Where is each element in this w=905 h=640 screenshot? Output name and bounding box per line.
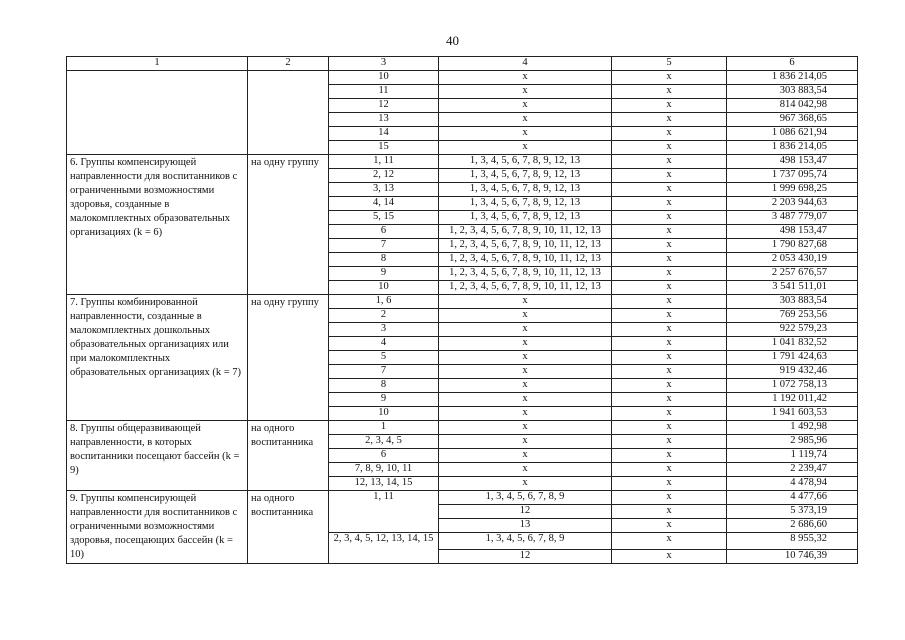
column-6-value: 1 790 827,68 [727,239,858,253]
column-3-value: 1 [329,421,439,435]
column-6-value: 4 478,94 [727,477,858,491]
column-5-value: x [612,379,727,393]
column-4-value: x [439,295,612,309]
column-6-value: 967 368,65 [727,113,858,127]
column-5-value: x [612,491,727,505]
column-5-value: x [612,323,727,337]
table-row [67,155,858,169]
group-description: 8. Группы общеразвивающей направленности, в которых воспитанники посещают бассейн (k = 9) [67,421,248,491]
unit-of-measure: на одну группу [248,295,329,421]
column-3-value: 15 [329,141,439,155]
column-3-value: 4 [329,337,439,351]
column-3-value: 10 [329,71,439,85]
column-5-value: x [612,550,727,564]
column-4-value: 1, 2, 3, 4, 5, 6, 7, 8, 9, 10, 11, 12, 13 [439,239,612,253]
column-6-value: 2 257 676,57 [727,267,858,281]
column-6-value: 8 955,32 [727,533,858,550]
column-6-value: 2 053 430,19 [727,253,858,267]
column-4-value: x [439,351,612,365]
column-6-value: 1 041 832,52 [727,337,858,351]
column-6-value: 2 203 944,63 [727,197,858,211]
column-3-value: 13 [329,113,439,127]
group-description [67,71,248,155]
column-4-value: x [439,393,612,407]
unit-of-measure: на одного воспитанника [248,491,329,564]
column-4-value: 1, 2, 3, 4, 5, 6, 7, 8, 9, 10, 11, 12, 13 [439,253,612,267]
column-6-value: 814 042,98 [727,99,858,113]
column-6-value: 1 192 011,42 [727,393,858,407]
unit-of-measure: на одну группу [248,155,329,295]
column-6-value: 3 541 511,01 [727,281,858,295]
column-5-value: x [612,253,727,267]
column-6-value: 922 579,23 [727,323,858,337]
column-6-value: 1 737 095,74 [727,169,858,183]
column-4-value: 12 [439,550,612,564]
column-4-value: x [439,421,612,435]
column-5-value: x [612,533,727,550]
column-4-value: x [439,449,612,463]
column-3-value: 3, 13 [329,183,439,197]
column-4-value: x [439,309,612,323]
column-5-value: x [612,309,727,323]
column-6-value: 1 836 214,05 [727,141,858,155]
column-6-value: 1 072 758,13 [727,379,858,393]
column-5-value: x [612,141,727,155]
column-5-value: x [612,281,727,295]
column-6-value: 1 836 214,05 [727,71,858,85]
column-6-value: 4 477,66 [727,491,858,505]
column-6-value: 1 999 698,25 [727,183,858,197]
column-5-value: x [612,449,727,463]
table-row [67,421,858,435]
column-3-value: 12, 13, 14, 15 [329,477,439,491]
column-4-value: 12 [439,505,612,519]
page-number: 40 [446,33,459,48]
column-4-value: x [439,337,612,351]
column-3-value: 12 [329,99,439,113]
unit-of-measure [248,71,329,155]
column-4-value: 1, 3, 4, 5, 6, 7, 8, 9 [439,491,612,505]
column-6-value: 1 492,98 [727,421,858,435]
column-3-value: 2, 3, 4, 5, 12, 13, 14, 15 [329,533,439,564]
column-6-value: 1 941 603,53 [727,407,858,421]
tariff-table [66,56,858,564]
table-row [67,295,858,309]
column-6-value: 769 253,56 [727,309,858,323]
column-5-value: x [612,99,727,113]
column-5-value: x [612,211,727,225]
column-6-value: 498 153,47 [727,155,858,169]
column-6-value: 498 153,47 [727,225,858,239]
column-number-6: 6 [727,57,858,71]
column-5-value: x [612,477,727,491]
column-5-value: x [612,351,727,365]
column-5-value: x [612,267,727,281]
column-3-value: 5, 15 [329,211,439,225]
column-4-value: 1, 3, 4, 5, 6, 7, 8, 9, 12, 13 [439,197,612,211]
column-5-value: x [612,505,727,519]
column-3-value: 6 [329,225,439,239]
column-3-value: 2 [329,309,439,323]
column-4-value: 1, 2, 3, 4, 5, 6, 7, 8, 9, 10, 11, 12, 13 [439,267,612,281]
column-3-value: 7, 8, 9, 10, 11 [329,463,439,477]
column-6-value: 10 746,39 [727,550,858,564]
column-4-value: x [439,85,612,99]
column-5-value: x [612,435,727,449]
column-3-value: 11 [329,85,439,99]
column-4-value: x [439,435,612,449]
column-4-value: 1, 2, 3, 4, 5, 6, 7, 8, 9, 10, 11, 12, 13 [439,225,612,239]
column-4-value: x [439,407,612,421]
column-5-value: x [612,113,727,127]
column-5-value: x [612,239,727,253]
column-3-value: 6 [329,449,439,463]
column-5-value: x [612,197,727,211]
column-6-value: 1 791 424,63 [727,351,858,365]
unit-of-measure: на одного воспитанника [248,421,329,491]
column-6-value: 3 487 779,07 [727,211,858,225]
header-row [67,57,858,71]
column-6-value: 1 119,74 [727,449,858,463]
column-4-value: 1, 3, 4, 5, 6, 7, 8, 9, 12, 13 [439,183,612,197]
column-5-value: x [612,155,727,169]
column-4-value: x [439,71,612,85]
column-3-value: 7 [329,239,439,253]
column-5-value: x [612,393,727,407]
group-description: 9. Группы компенсирующей направленности для воспитанников с ограниченными возможностями здоровья, посещающих бассейн (k = 10) [67,491,248,564]
column-5-value: x [612,337,727,351]
column-3-value: 14 [329,127,439,141]
column-5-value: x [612,225,727,239]
column-number-1: 1 [67,57,248,71]
column-4-value: x [439,113,612,127]
column-5-value: x [612,85,727,99]
column-3-value: 7 [329,365,439,379]
column-4-value: 1, 3, 4, 5, 6, 7, 8, 9 [439,533,612,550]
column-number-5: 5 [612,57,727,71]
column-3-value: 2, 12 [329,169,439,183]
column-5-value: x [612,127,727,141]
column-3-value: 1, 11 [329,155,439,169]
table-row [67,71,858,85]
column-5-value: x [612,295,727,309]
column-5-value: x [612,183,727,197]
column-4-value: x [439,127,612,141]
column-5-value: x [612,519,727,533]
column-3-value: 9 [329,267,439,281]
column-5-value: x [612,365,727,379]
column-3-value: 4, 14 [329,197,439,211]
group-description: 7. Группы комбинированной направленности, созданные в малокомплектных дошкольных образовательных организациях или при малокомплектных образовательных организациях (k = 7) [67,295,248,421]
column-6-value: 5 373,19 [727,505,858,519]
column-4-value: 1, 3, 4, 5, 6, 7, 8, 9, 12, 13 [439,211,612,225]
column-6-value: 2 686,60 [727,519,858,533]
column-number-4: 4 [439,57,612,71]
column-4-value: 1, 2, 3, 4, 5, 6, 7, 8, 9, 10, 11, 12, 13 [439,281,612,295]
column-6-value: 2 985,96 [727,435,858,449]
column-6-value: 1 086 621,94 [727,127,858,141]
column-3-value: 9 [329,393,439,407]
column-4-value: x [439,99,612,113]
column-5-value: x [612,463,727,477]
column-4-value: x [439,141,612,155]
column-5-value: x [612,169,727,183]
column-5-value: x [612,421,727,435]
column-4-value: 1, 3, 4, 5, 6, 7, 8, 9, 12, 13 [439,155,612,169]
column-4-value: x [439,323,612,337]
column-3-value: 3 [329,323,439,337]
column-3-value: 1, 11 [329,491,439,533]
column-4-value: 13 [439,519,612,533]
table-row [67,491,858,505]
column-3-value: 8 [329,379,439,393]
column-3-value: 1, 6 [329,295,439,309]
column-6-value: 919 432,46 [727,365,858,379]
column-3-value: 10 [329,281,439,295]
column-5-value: x [612,407,727,421]
column-4-value: x [439,477,612,491]
column-4-value: 1, 3, 4, 5, 6, 7, 8, 9, 12, 13 [439,169,612,183]
column-number-3: 3 [329,57,439,71]
column-3-value: 8 [329,253,439,267]
column-4-value: x [439,365,612,379]
column-6-value: 2 239,47 [727,463,858,477]
group-description: 6. Группы компенсирующей направленности для воспитанников с ограниченными возможностями здоровья, созданные в малокомплектных образовательных организациях (k = 6) [67,155,248,295]
column-6-value: 303 883,54 [727,85,858,99]
column-number-2: 2 [248,57,329,71]
column-3-value: 5 [329,351,439,365]
column-3-value: 10 [329,407,439,421]
column-6-value: 303 883,54 [727,295,858,309]
column-4-value: x [439,463,612,477]
column-3-value: 2, 3, 4, 5 [329,435,439,449]
column-4-value: x [439,379,612,393]
column-5-value: x [612,71,727,85]
